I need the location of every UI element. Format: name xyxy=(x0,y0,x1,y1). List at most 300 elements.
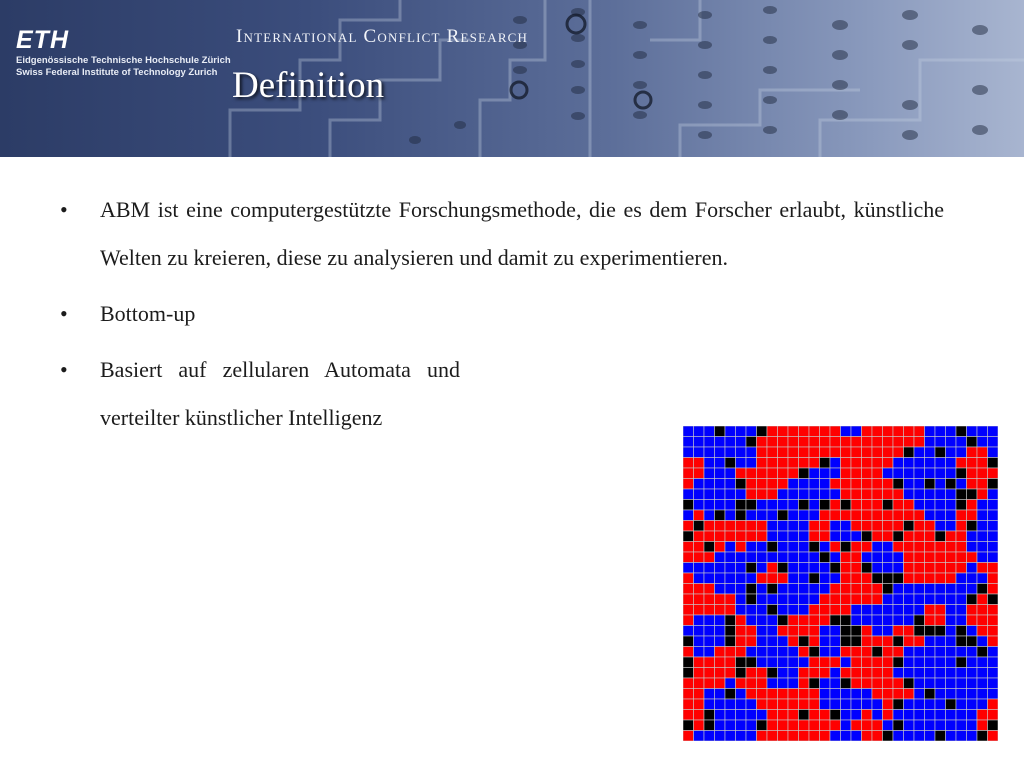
automaton-cell xyxy=(736,594,747,605)
automaton-cell xyxy=(914,552,925,563)
automaton-cell xyxy=(788,594,799,605)
automaton-cell xyxy=(914,458,925,469)
automaton-cell xyxy=(883,437,894,448)
automaton-cell xyxy=(704,678,715,689)
automaton-cell xyxy=(767,626,778,637)
automaton-cell xyxy=(862,563,873,574)
automaton-cell xyxy=(956,615,967,626)
automaton-cell xyxy=(830,458,841,469)
automaton-cell xyxy=(736,626,747,637)
automaton-cell xyxy=(904,500,915,511)
automaton-cell xyxy=(736,720,747,731)
automaton-cell xyxy=(715,657,726,668)
automaton-cell xyxy=(736,437,747,448)
automaton-cell xyxy=(914,479,925,490)
automaton-cell xyxy=(715,531,726,542)
automaton-cell xyxy=(977,437,988,448)
automaton-cell xyxy=(746,731,757,742)
automaton-cell xyxy=(830,668,841,679)
automaton-cell xyxy=(935,689,946,700)
automaton-cell xyxy=(757,552,768,563)
automaton-cell xyxy=(841,563,852,574)
automaton-cell xyxy=(851,615,862,626)
automaton-cell xyxy=(799,447,810,458)
automaton-cell xyxy=(746,584,757,595)
automaton-cell xyxy=(715,552,726,563)
automaton-cell xyxy=(736,615,747,626)
automaton-cell xyxy=(872,573,883,584)
header-banner xyxy=(0,0,1024,157)
automaton-cell xyxy=(893,689,904,700)
automaton-cell xyxy=(746,678,757,689)
automaton-cell xyxy=(809,510,820,521)
automaton-cell xyxy=(757,468,768,479)
automaton-cell xyxy=(778,668,789,679)
automaton-cell xyxy=(851,489,862,500)
automaton-cell xyxy=(736,678,747,689)
automaton-cell xyxy=(736,531,747,542)
automaton-cell xyxy=(778,615,789,626)
automaton-cell xyxy=(767,647,778,658)
automaton-cell xyxy=(830,594,841,605)
automaton-cell xyxy=(872,437,883,448)
automaton-cell xyxy=(967,678,978,689)
automaton-cell xyxy=(809,426,820,437)
automaton-cell xyxy=(883,510,894,521)
automaton-cell xyxy=(956,626,967,637)
automaton-cell xyxy=(862,636,873,647)
automaton-cell xyxy=(925,636,936,647)
automaton-cell xyxy=(904,447,915,458)
automaton-cell xyxy=(925,626,936,637)
automaton-cell xyxy=(904,584,915,595)
automaton-cell xyxy=(904,594,915,605)
automaton-cell xyxy=(883,689,894,700)
automaton-cell xyxy=(851,500,862,511)
automaton-cell xyxy=(746,699,757,710)
automaton-cell xyxy=(893,479,904,490)
automaton-cell xyxy=(694,731,705,742)
automaton-cell xyxy=(694,636,705,647)
automaton-cell xyxy=(799,500,810,511)
automaton-cell xyxy=(851,594,862,605)
automaton-cell xyxy=(757,605,768,616)
automaton-cell xyxy=(925,699,936,710)
automaton-cell xyxy=(704,458,715,469)
automaton-cell xyxy=(946,468,957,479)
automaton-cell xyxy=(904,710,915,721)
automaton-cell xyxy=(893,563,904,574)
automaton-cell xyxy=(841,699,852,710)
automaton-cell xyxy=(809,468,820,479)
automaton-cell xyxy=(746,657,757,668)
automaton-cell xyxy=(841,710,852,721)
automaton-cell xyxy=(893,584,904,595)
automaton-cell xyxy=(683,479,694,490)
automaton-cell xyxy=(872,563,883,574)
automaton-cell xyxy=(893,552,904,563)
bullet-item xyxy=(60,346,460,442)
automaton-cell xyxy=(704,426,715,437)
automaton-cell xyxy=(830,563,841,574)
automaton-cell xyxy=(788,479,799,490)
automaton-cell xyxy=(683,531,694,542)
automaton-cell xyxy=(778,720,789,731)
automaton-cell xyxy=(914,657,925,668)
automaton-cell xyxy=(893,605,904,616)
automaton-cell xyxy=(778,510,789,521)
automaton-cell xyxy=(725,447,736,458)
automaton-cell xyxy=(830,615,841,626)
automaton-cell xyxy=(988,521,999,532)
automaton-cell xyxy=(893,594,904,605)
automaton-cell xyxy=(841,437,852,448)
automaton-cell xyxy=(830,699,841,710)
automaton-cell xyxy=(914,500,925,511)
automaton-cell xyxy=(841,584,852,595)
automaton-cell xyxy=(778,479,789,490)
automaton-cell xyxy=(820,552,831,563)
automaton-cell xyxy=(914,531,925,542)
automaton-cell xyxy=(704,510,715,521)
automaton-cell xyxy=(851,542,862,553)
automaton-cell xyxy=(799,489,810,500)
automaton-cell xyxy=(841,678,852,689)
automaton-cell xyxy=(841,447,852,458)
automaton-cell xyxy=(935,657,946,668)
automaton-cell xyxy=(977,573,988,584)
automaton-cell xyxy=(883,447,894,458)
automaton-cell xyxy=(820,710,831,721)
automaton-cell xyxy=(725,426,736,437)
automaton-cell xyxy=(904,479,915,490)
automaton-cell xyxy=(746,458,757,469)
automaton-cell xyxy=(956,552,967,563)
automaton-cell xyxy=(988,531,999,542)
automaton-cell xyxy=(956,584,967,595)
automaton-cell xyxy=(694,468,705,479)
automaton-cell xyxy=(925,447,936,458)
automaton-cell xyxy=(809,584,820,595)
automaton-cell xyxy=(925,500,936,511)
automaton-cell xyxy=(988,573,999,584)
automaton-cell xyxy=(694,626,705,637)
automaton-cell xyxy=(872,657,883,668)
automaton-cell xyxy=(988,426,999,437)
automaton-cell xyxy=(830,426,841,437)
automaton-cell xyxy=(757,531,768,542)
automaton-cell xyxy=(736,563,747,574)
automaton-cell xyxy=(725,699,736,710)
automaton-cell xyxy=(904,731,915,742)
automaton-cell xyxy=(704,699,715,710)
automaton-cell xyxy=(935,458,946,469)
automaton-cell xyxy=(893,668,904,679)
automaton-cell xyxy=(809,626,820,637)
automaton-cell xyxy=(715,426,726,437)
automaton-cell xyxy=(715,468,726,479)
automaton-cell xyxy=(820,584,831,595)
automaton-cell xyxy=(925,605,936,616)
automaton-cell xyxy=(988,563,999,574)
automaton-cell xyxy=(893,437,904,448)
automaton-cell xyxy=(851,584,862,595)
automaton-cell xyxy=(778,626,789,637)
automaton-cell xyxy=(967,647,978,658)
automaton-cell xyxy=(977,636,988,647)
automaton-cell xyxy=(893,426,904,437)
automaton-cell xyxy=(967,552,978,563)
automaton-cell xyxy=(893,720,904,731)
automaton-cell xyxy=(820,720,831,731)
bullet-marker: • xyxy=(60,197,68,222)
automaton-cell xyxy=(830,437,841,448)
automaton-cell xyxy=(820,668,831,679)
automaton-cell xyxy=(820,458,831,469)
automaton-cell xyxy=(872,521,883,532)
automaton-cell xyxy=(767,636,778,647)
automaton-cell xyxy=(809,489,820,500)
automaton-cell xyxy=(757,647,768,658)
automaton-cell xyxy=(757,573,768,584)
automaton-cell xyxy=(683,615,694,626)
automaton-cell xyxy=(799,521,810,532)
automaton-cell xyxy=(967,489,978,500)
automaton-cell xyxy=(704,531,715,542)
automaton-cell xyxy=(988,489,999,500)
automaton-cell xyxy=(841,626,852,637)
automaton-cell xyxy=(788,500,799,511)
automaton-cell xyxy=(872,731,883,742)
automaton-cell xyxy=(977,479,988,490)
automaton-cell xyxy=(977,605,988,616)
automaton-cell xyxy=(683,500,694,511)
automaton-cell xyxy=(872,447,883,458)
automaton-cell xyxy=(683,552,694,563)
automaton-cell xyxy=(830,678,841,689)
automaton-cell xyxy=(862,500,873,511)
automaton-cell xyxy=(946,636,957,647)
automaton-cell xyxy=(746,510,757,521)
automaton-cell xyxy=(862,426,873,437)
automaton-cell xyxy=(704,521,715,532)
automaton-cell xyxy=(715,542,726,553)
automaton-cell xyxy=(746,605,757,616)
automaton-cell xyxy=(988,657,999,668)
automaton-cell xyxy=(851,689,862,700)
automaton-cell xyxy=(746,447,757,458)
automaton-cell xyxy=(883,605,894,616)
automaton-cell xyxy=(872,626,883,637)
automaton-cell xyxy=(851,426,862,437)
automaton-cell xyxy=(841,647,852,658)
automaton-cell xyxy=(788,710,799,721)
automaton-cell xyxy=(715,510,726,521)
automaton-cell xyxy=(725,636,736,647)
automaton-cell xyxy=(977,521,988,532)
automaton-cell xyxy=(956,657,967,668)
automaton-cell xyxy=(883,584,894,595)
automaton-cell xyxy=(809,437,820,448)
automaton-cell xyxy=(862,542,873,553)
automaton-cell xyxy=(767,521,778,532)
automaton-cell xyxy=(746,468,757,479)
automaton-cell xyxy=(862,699,873,710)
automaton-cell xyxy=(956,563,967,574)
automaton-cell xyxy=(925,531,936,542)
automaton-cell xyxy=(799,615,810,626)
automaton-cell xyxy=(809,447,820,458)
automaton-cell xyxy=(946,657,957,668)
automaton-cell xyxy=(820,479,831,490)
circuit-board-background xyxy=(0,0,1024,157)
automaton-cell xyxy=(757,479,768,490)
automaton-cell xyxy=(683,426,694,437)
automaton-cell xyxy=(841,521,852,532)
automaton-cell xyxy=(736,605,747,616)
automaton-cell xyxy=(904,426,915,437)
automaton-cell xyxy=(809,458,820,469)
automaton-cell xyxy=(809,500,820,511)
institution-name-german: Eidgenössische Technische Hochschule Zürich xyxy=(16,55,231,66)
automaton-cell xyxy=(694,615,705,626)
automaton-cell xyxy=(883,678,894,689)
automaton-cell xyxy=(988,699,999,710)
automaton-cell xyxy=(977,426,988,437)
automaton-cell xyxy=(820,521,831,532)
automaton-cell xyxy=(862,489,873,500)
automaton-cell xyxy=(956,594,967,605)
automaton-cell xyxy=(694,720,705,731)
automaton-cell xyxy=(841,720,852,731)
automaton-cell xyxy=(683,458,694,469)
automaton-cell xyxy=(778,521,789,532)
automaton-cell xyxy=(778,437,789,448)
automaton-cell xyxy=(841,489,852,500)
automaton-cell xyxy=(746,710,757,721)
automaton-cell xyxy=(967,426,978,437)
automaton-cell xyxy=(883,657,894,668)
automaton-cell xyxy=(788,657,799,668)
automaton-cell xyxy=(935,710,946,721)
automaton-cell xyxy=(820,636,831,647)
automaton-cell xyxy=(704,563,715,574)
automaton-cell xyxy=(788,573,799,584)
automaton-cell xyxy=(925,552,936,563)
automaton-cell xyxy=(904,437,915,448)
automaton-cell xyxy=(788,468,799,479)
bullet-item xyxy=(60,186,944,282)
automaton-cell xyxy=(725,731,736,742)
automaton-cell xyxy=(935,636,946,647)
automaton-cell xyxy=(977,542,988,553)
eth-logo: ETH xyxy=(16,26,69,54)
automaton-cell xyxy=(799,594,810,605)
automaton-cell xyxy=(704,636,715,647)
automaton-cell xyxy=(799,689,810,700)
automaton-cell xyxy=(862,584,873,595)
automaton-cell xyxy=(946,626,957,637)
automaton-cell xyxy=(956,500,967,511)
automaton-cell xyxy=(925,458,936,469)
automaton-cell xyxy=(820,468,831,479)
automaton-cell xyxy=(778,542,789,553)
automaton-cell xyxy=(715,573,726,584)
automaton-cell xyxy=(967,447,978,458)
automaton-cell xyxy=(904,563,915,574)
automaton-cell xyxy=(704,573,715,584)
automaton-cell xyxy=(715,605,726,616)
automaton-cell xyxy=(788,636,799,647)
automaton-cell xyxy=(841,573,852,584)
automaton-cell xyxy=(883,615,894,626)
automaton-cell xyxy=(809,657,820,668)
automaton-cell xyxy=(799,710,810,721)
automaton-cell xyxy=(988,689,999,700)
automaton-cell xyxy=(767,668,778,679)
automaton-cell xyxy=(956,426,967,437)
automaton-cell xyxy=(904,531,915,542)
automaton-cell xyxy=(893,510,904,521)
automaton-cell xyxy=(809,605,820,616)
automaton-cell xyxy=(767,468,778,479)
automaton-cell xyxy=(914,678,925,689)
automaton-cell xyxy=(736,689,747,700)
automaton-cell xyxy=(872,552,883,563)
automaton-cell xyxy=(988,447,999,458)
automaton-cell xyxy=(725,678,736,689)
automaton-cell xyxy=(977,720,988,731)
automaton-cell xyxy=(977,531,988,542)
automaton-cell xyxy=(893,458,904,469)
automaton-cell xyxy=(967,521,978,532)
automaton-cell xyxy=(956,668,967,679)
automaton-cell xyxy=(725,552,736,563)
automaton-cell xyxy=(736,479,747,490)
automaton-cell xyxy=(914,710,925,721)
automaton-cell xyxy=(956,510,967,521)
automaton-cell xyxy=(935,468,946,479)
automaton-cell xyxy=(820,563,831,574)
automaton-cell xyxy=(683,542,694,553)
automaton-cell xyxy=(862,531,873,542)
automaton-cell xyxy=(809,521,820,532)
automaton-cell xyxy=(883,647,894,658)
automaton-cell xyxy=(683,468,694,479)
automaton-cell xyxy=(799,668,810,679)
automaton-cell xyxy=(956,699,967,710)
automaton-cell xyxy=(767,531,778,542)
automaton-cell xyxy=(694,584,705,595)
automaton-cell xyxy=(715,720,726,731)
automaton-cell xyxy=(725,573,736,584)
automaton-cell xyxy=(830,636,841,647)
automaton-cell xyxy=(788,720,799,731)
automaton-cell xyxy=(746,689,757,700)
automaton-cell xyxy=(946,458,957,469)
automaton-cell xyxy=(935,615,946,626)
automaton-cell xyxy=(799,437,810,448)
automaton-cell xyxy=(725,584,736,595)
automaton-cell xyxy=(946,584,957,595)
automaton-cell xyxy=(946,479,957,490)
automaton-cell xyxy=(841,689,852,700)
automaton-cell xyxy=(946,531,957,542)
automaton-cell xyxy=(736,657,747,668)
automaton-cell xyxy=(778,731,789,742)
automaton-cell xyxy=(715,699,726,710)
automaton-cell xyxy=(788,731,799,742)
